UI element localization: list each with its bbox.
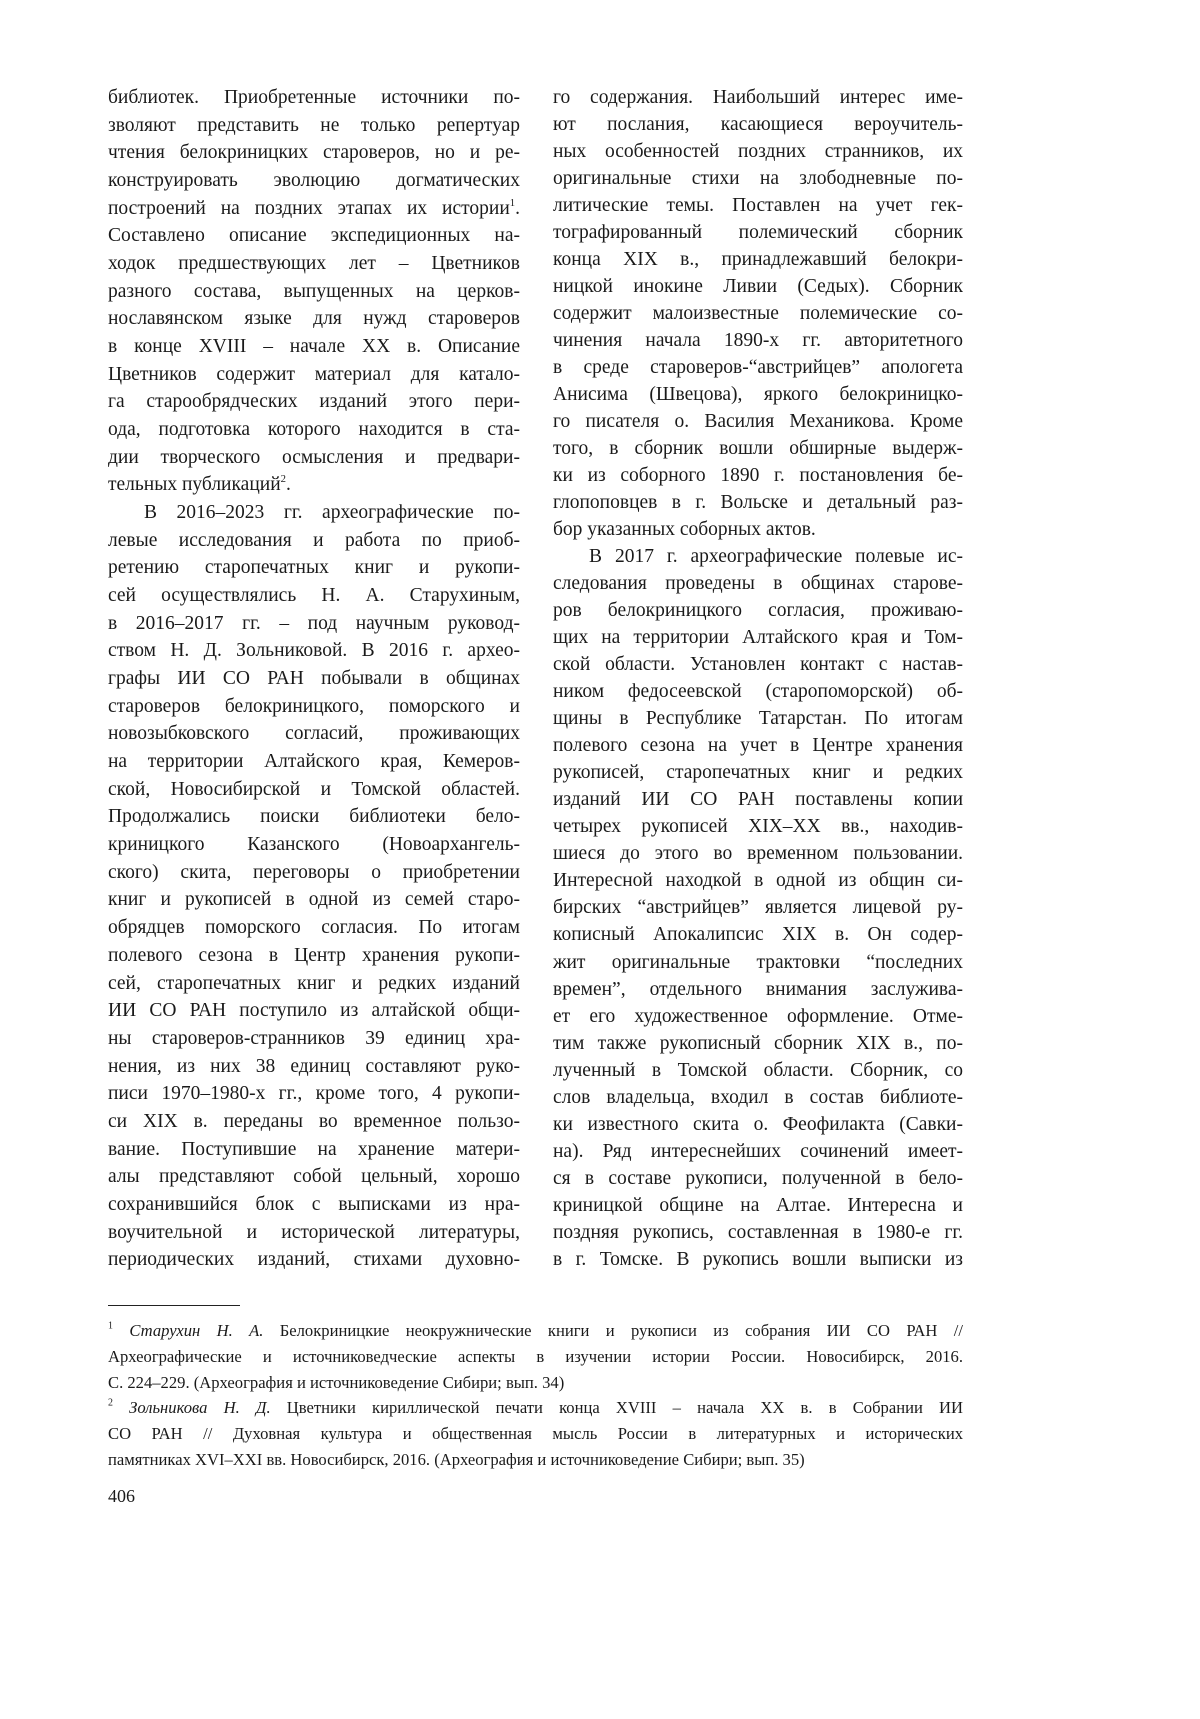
line-text: того, в сборник вошли обширные выдерж- bbox=[553, 438, 963, 459]
text-line bbox=[553, 111, 963, 138]
text-line bbox=[553, 651, 963, 678]
line-text: новозыбковского согласий, проживающих bbox=[108, 723, 520, 744]
line-text: в конце XVIII – начале XX в. Описание bbox=[108, 336, 520, 357]
text-line bbox=[108, 720, 520, 748]
text-line bbox=[108, 1025, 520, 1053]
text-line bbox=[553, 976, 963, 1003]
text-line bbox=[108, 831, 520, 859]
text-line bbox=[108, 250, 520, 278]
line-text: ся в составе рукописи, полученной в бело- bbox=[553, 1168, 963, 1189]
line-text: разного состава, выпущенных на церков- bbox=[108, 281, 520, 302]
text-line bbox=[108, 970, 520, 998]
line-text: щины в Республике Татарстан. По итогам bbox=[553, 708, 963, 729]
line-text: в среде староверов-“австрийцев” апологета bbox=[553, 357, 963, 378]
line-text: литические темы. Поставлен на учет гек- bbox=[553, 195, 963, 216]
text-line bbox=[108, 665, 520, 693]
footnote-line bbox=[108, 1421, 963, 1447]
line-tail: . bbox=[515, 198, 520, 219]
line-text: зволяют представить не только репертуар bbox=[108, 115, 520, 136]
footnote-author: Старухин Н. А. bbox=[129, 1321, 263, 1340]
text-line bbox=[108, 914, 520, 942]
line-text: ют послания, касающиеся вероучитель- bbox=[553, 114, 963, 135]
text-line bbox=[108, 748, 520, 776]
text-line bbox=[108, 388, 520, 416]
line-text: сей осуществлялись Н. А. Старухиным, bbox=[108, 585, 520, 606]
line-text: на). Ряд интереснейших сочинений имеет- bbox=[553, 1141, 963, 1162]
text-line bbox=[108, 471, 520, 499]
text-line bbox=[108, 1191, 520, 1219]
line-text: кописный Апокалипсис XIX в. Он содер- bbox=[553, 924, 963, 945]
footnote bbox=[108, 1318, 963, 1395]
line-text: конца XIX в., принадлежавший белокри- bbox=[553, 249, 963, 270]
line-text: бирских “австрийцев” является лицевой ру- bbox=[553, 897, 963, 918]
line-text: на территории Алтайского края, Кемеров- bbox=[108, 751, 520, 772]
text-line bbox=[108, 997, 520, 1025]
text-line bbox=[108, 527, 520, 555]
footnote-line bbox=[108, 1447, 963, 1473]
text-line bbox=[553, 462, 963, 489]
text-line bbox=[553, 840, 963, 867]
line-text: щих на территории Алтайского края и Том- bbox=[553, 627, 963, 648]
line-text: построений на поздних этапах их истории bbox=[108, 198, 510, 219]
text-line bbox=[108, 1053, 520, 1081]
line-text: Интересной находкой в одной из общин си- bbox=[553, 870, 963, 891]
text-line bbox=[553, 759, 963, 786]
line-text: ской области. Установлен контакт с настав- bbox=[553, 654, 963, 675]
line-text: ской, Новосибирской и Томской областей. bbox=[108, 779, 520, 800]
paragraph bbox=[108, 499, 520, 1274]
footnote-line bbox=[108, 1370, 963, 1396]
line-text: сохранившийся блок с выписками из нра- bbox=[108, 1194, 520, 1215]
text-line bbox=[108, 1163, 520, 1191]
line-text: Анисима (Швецова), яркого белокриницко- bbox=[553, 384, 963, 405]
text-line bbox=[553, 1246, 963, 1273]
footnote bbox=[108, 1395, 963, 1472]
line-text: В 2016–2023 гг. археографические по- bbox=[144, 502, 520, 523]
text-line bbox=[108, 139, 520, 167]
text-line bbox=[553, 570, 963, 597]
line-text: В 2017 г. археографические полевые ис- bbox=[589, 546, 963, 567]
text-line bbox=[553, 1165, 963, 1192]
footnote-text: С. 224–229. (Археография и источниковедение Сибири; вып. 34) bbox=[108, 1373, 564, 1392]
footnote-separator bbox=[108, 1305, 240, 1306]
text-line bbox=[108, 859, 520, 887]
text-line bbox=[108, 416, 520, 444]
text-line bbox=[108, 610, 520, 638]
line-text: шиеся до этого во временном пользовании. bbox=[553, 843, 963, 864]
line-text: содержит малоизвестные полемические со- bbox=[553, 303, 963, 324]
footnote-text: СО РАН // Духовная культура и общественная мысль России в литературных и исторических bbox=[108, 1424, 963, 1443]
text-line bbox=[553, 705, 963, 732]
footnote-number: 2 bbox=[108, 1398, 113, 1409]
footnote-author: Зольникова Н. Д. bbox=[129, 1398, 270, 1417]
line-text: тельных публикаций bbox=[108, 474, 281, 495]
footnote-ref: 1 bbox=[510, 197, 515, 209]
text-line bbox=[108, 1108, 520, 1136]
text-line bbox=[553, 1003, 963, 1030]
text-line bbox=[108, 84, 520, 112]
text-line bbox=[553, 84, 963, 111]
text-line bbox=[553, 1138, 963, 1165]
text-line bbox=[108, 554, 520, 582]
line-text: тим также рукописный сборник XIX в., по- bbox=[553, 1033, 963, 1054]
text-line bbox=[108, 1219, 520, 1247]
line-text: периодических изданий, стихами духовно- bbox=[108, 1249, 520, 1270]
text-line bbox=[553, 489, 963, 516]
line-text: го писателя о. Василия Механикова. Кроме bbox=[553, 411, 963, 432]
line-text: четырех рукописей XIX–XX вв., находив- bbox=[553, 816, 963, 837]
text-line bbox=[553, 1030, 963, 1057]
text-line bbox=[108, 776, 520, 804]
text-line bbox=[553, 138, 963, 165]
footnote-ref: 2 bbox=[281, 473, 286, 485]
line-text: ского) скита, переговоры о приобретении bbox=[108, 862, 520, 883]
text-line bbox=[553, 219, 963, 246]
page-number: 406 bbox=[108, 1486, 135, 1507]
text-line bbox=[553, 1219, 963, 1246]
line-text: поздняя рукопись, составленная в 1980-е гг. bbox=[553, 1222, 963, 1243]
paragraph bbox=[108, 84, 520, 499]
text-line bbox=[108, 1246, 520, 1274]
line-text: времен”, отдельного внимания заслужива- bbox=[553, 979, 963, 1000]
line-text: Цветников содержит материал для катало- bbox=[108, 364, 520, 385]
text-line bbox=[553, 165, 963, 192]
line-text: конструировать эволюцию догматических bbox=[108, 170, 520, 191]
text-line bbox=[553, 1111, 963, 1138]
text-line bbox=[553, 1057, 963, 1084]
text-line bbox=[108, 803, 520, 831]
text-line bbox=[108, 693, 520, 721]
line-text: изданий ИИ СО РАН поставлены копии bbox=[553, 789, 963, 810]
left-column bbox=[108, 84, 520, 1274]
line-text: ных особенностей поздних странников, их bbox=[553, 141, 963, 162]
line-text: го содержания. Наибольший интерес име- bbox=[553, 87, 963, 108]
text-line bbox=[108, 1080, 520, 1108]
footnote-text: Археографические и источниковедческие аспекты в изучении истории России. Новосибирск, 2016. bbox=[108, 1347, 963, 1366]
text-line bbox=[553, 192, 963, 219]
text-line bbox=[553, 1084, 963, 1111]
text-line bbox=[553, 381, 963, 408]
line-text: ки известного скита о. Феофилакта (Савки- bbox=[553, 1114, 963, 1135]
line-text: ет его художественное оформление. Отме- bbox=[553, 1006, 963, 1027]
footnote-text: Белокриницкие неокружнические книги и рукописи из собрания ИИ СО РАН // bbox=[280, 1321, 963, 1340]
line-text: книг и рукописей в одной из семей старо- bbox=[108, 889, 520, 910]
line-text: ров белокриницкого согласия, проживаю- bbox=[553, 600, 963, 621]
line-text: криницкого Казанского (Новоархангель- bbox=[108, 834, 520, 855]
line-text: Продолжались поиски библиотеки бело- bbox=[108, 806, 520, 827]
text-line bbox=[553, 300, 963, 327]
text-line bbox=[108, 637, 520, 665]
line-text: бор указанных соборных актов. bbox=[553, 519, 816, 540]
text-line bbox=[553, 408, 963, 435]
line-text: ходок предшествующих лет – Цветников bbox=[108, 253, 520, 274]
footnote-line bbox=[108, 1395, 963, 1421]
line-tail: . bbox=[286, 474, 291, 495]
footnotes bbox=[108, 1318, 963, 1473]
paragraph bbox=[553, 84, 963, 543]
text-line bbox=[108, 167, 520, 195]
line-text: ода, подготовка которого находится в ста- bbox=[108, 419, 520, 440]
line-text: рукописей, старопечатных книг и редких bbox=[553, 762, 963, 783]
paragraph bbox=[553, 543, 963, 1272]
line-text: ки из соборного 1890 г. постановления бе- bbox=[553, 465, 963, 486]
line-text: лученный в Томской области. Сборник, со bbox=[553, 1060, 963, 1081]
line-text: ретению старопечатных книг и рукопи- bbox=[108, 557, 520, 578]
text-line bbox=[108, 112, 520, 140]
line-text: ником федосеевской (старопоморской) об- bbox=[553, 681, 963, 702]
text-line bbox=[108, 361, 520, 389]
text-line bbox=[108, 582, 520, 610]
text-line bbox=[553, 1192, 963, 1219]
line-text: полевого сезона на учет в Центре хранения bbox=[553, 735, 963, 756]
line-text: ством Н. Д. Зольниковой. В 2016 г. архео- bbox=[108, 640, 520, 661]
line-text: следования проведены в общинах старове- bbox=[553, 573, 963, 594]
line-text: графы ИИ СО РАН побывали в общинах bbox=[108, 668, 520, 689]
text-line bbox=[553, 678, 963, 705]
text-line bbox=[108, 222, 520, 250]
text-line bbox=[108, 333, 520, 361]
text-line bbox=[553, 813, 963, 840]
line-text: вание. Поступившие на хранение матери- bbox=[108, 1139, 520, 1160]
line-text: жит оригинальные трактовки “последних bbox=[553, 952, 963, 973]
text-line bbox=[553, 246, 963, 273]
line-text: обрядцев поморского согласия. По итогам bbox=[108, 917, 520, 938]
line-text: оригинальные стихи на злободневные по- bbox=[553, 168, 963, 189]
line-text: чтения белокриницких староверов, но и ре- bbox=[108, 142, 520, 163]
line-text: чинения начала 1890-х гг. авторитетного bbox=[553, 330, 963, 351]
text-line bbox=[553, 597, 963, 624]
line-text: нения, из них 38 единиц составляют руко- bbox=[108, 1056, 520, 1077]
line-text: га старообрядческих изданий этого пери- bbox=[108, 391, 520, 412]
text-line bbox=[553, 543, 963, 570]
text-line bbox=[108, 1136, 520, 1164]
line-text: си XIX в. переданы во временное пользо- bbox=[108, 1111, 520, 1132]
line-text: ИИ СО РАН поступило из алтайской общи- bbox=[108, 1000, 520, 1021]
right-column bbox=[553, 84, 963, 1273]
text-line bbox=[553, 732, 963, 759]
footnote-number: 1 bbox=[108, 1321, 113, 1332]
footnote-line bbox=[108, 1318, 963, 1344]
text-line bbox=[108, 305, 520, 333]
line-text: слов владельца, входил в состав библиоте- bbox=[553, 1087, 963, 1108]
line-text: староверов белокриницкого, поморского и bbox=[108, 696, 520, 717]
line-text: глопоповцев в г. Вольске и детальный раз- bbox=[553, 492, 963, 513]
text-line bbox=[108, 886, 520, 914]
line-text: криницкой общине на Алтае. Интересна и bbox=[553, 1195, 963, 1216]
line-text: тографированный полемический сборник bbox=[553, 222, 963, 243]
line-text: ны староверов-странников 39 единиц хра- bbox=[108, 1028, 520, 1049]
text-line bbox=[553, 354, 963, 381]
text-line bbox=[553, 435, 963, 462]
line-text: дии творческого осмысления и предвари- bbox=[108, 447, 520, 468]
text-line bbox=[108, 444, 520, 472]
text-line bbox=[553, 786, 963, 813]
line-text: Составлено описание экспедиционных на- bbox=[108, 225, 520, 246]
text-line bbox=[553, 516, 963, 543]
line-text: ницкой инокине Ливии (Седых). Сборник bbox=[553, 276, 963, 297]
line-text: сей, старопечатных книг и редких изданий bbox=[108, 973, 520, 994]
text-line bbox=[108, 278, 520, 306]
line-text: в 2016–2017 гг. – под научным руковод- bbox=[108, 613, 520, 634]
text-line bbox=[553, 273, 963, 300]
text-line bbox=[553, 327, 963, 354]
text-line bbox=[553, 949, 963, 976]
line-text: библиотек. Приобретенные источники по- bbox=[108, 87, 520, 108]
text-line bbox=[108, 942, 520, 970]
text-line bbox=[108, 499, 520, 527]
line-text: алы представляют собой цельный, хорошо bbox=[108, 1166, 520, 1187]
footnote-line bbox=[108, 1344, 963, 1370]
text-line bbox=[553, 867, 963, 894]
footnote-text: памятниках XVI–XXI вв. Новосибирск, 2016. (Археография и источниковедение Сибири; вып. 35) bbox=[108, 1450, 805, 1469]
text-line bbox=[553, 624, 963, 651]
text-line bbox=[108, 195, 520, 223]
line-text: нославянском языке для нужд староверов bbox=[108, 308, 520, 329]
footnote-text: Цветники кириллической печати конца XVIII – начала XX в. в Собрании ИИ bbox=[287, 1398, 963, 1417]
line-text: левые исследования и работа по приоб- bbox=[108, 530, 520, 551]
line-text: полевого сезона в Центр хранения рукопи- bbox=[108, 945, 520, 966]
text-line bbox=[553, 921, 963, 948]
line-text: воучительной и исторической литературы, bbox=[108, 1222, 520, 1243]
line-text: писи 1970–1980-х гг., кроме того, 4 рукопи- bbox=[108, 1083, 520, 1104]
line-text: в г. Томске. В рукопись вошли выписки из bbox=[553, 1249, 963, 1270]
text-line bbox=[553, 894, 963, 921]
